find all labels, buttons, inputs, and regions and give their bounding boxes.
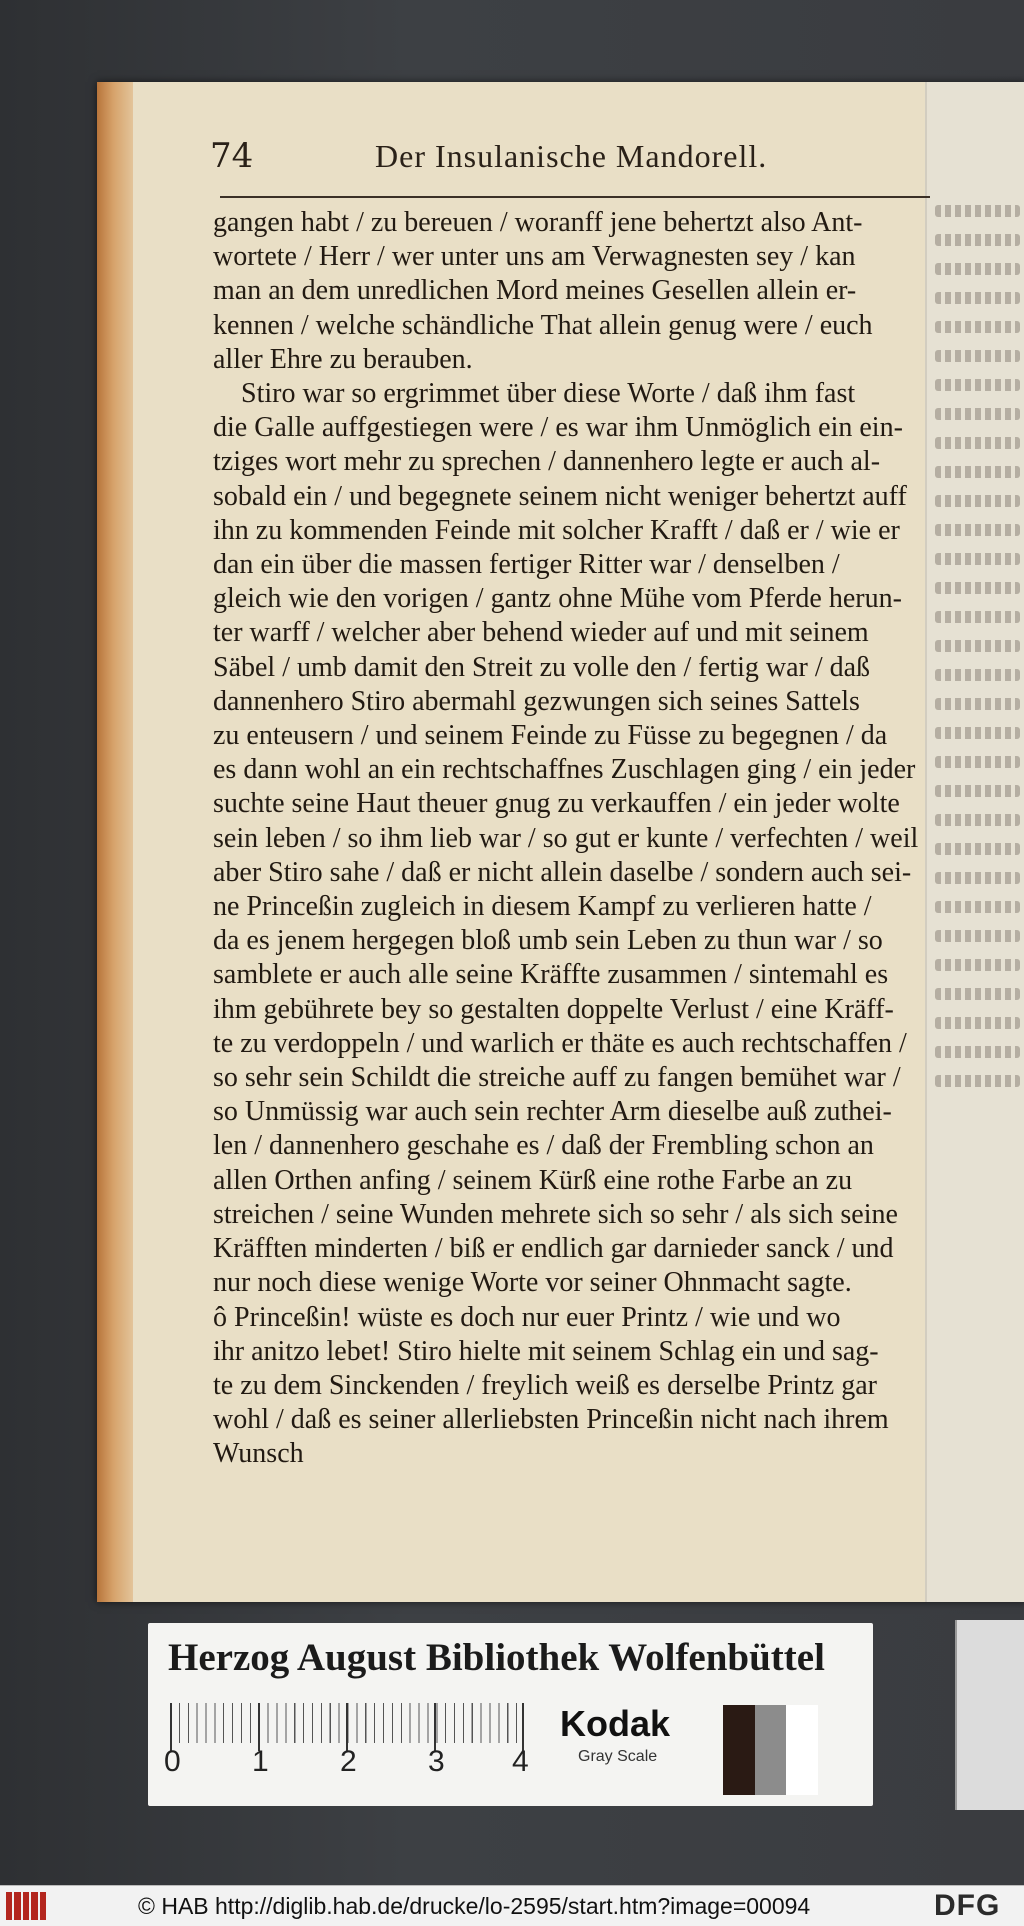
ruler-major-tick [258,1703,260,1751]
text-line: tziges wort mehr zu sprechen / dannenhero legte er auch al- [213,446,881,478]
text-line: es dann wohl an ein rechtschaffnes Zuschlagen ging / ein jeder [213,754,916,786]
text-line: Säbel / umb damit den Streit zu volle den / fertig war / daß [213,651,871,683]
scale-number: 4 [512,1745,529,1778]
text-line: dan ein über die massen fertiger Ritter war / denselben / [213,549,840,581]
text-line: ihn zu kommenden Feinde mit solcher Krafft / daß er / wie er [213,514,900,546]
body-text [213,206,920,1472]
dfg-logo: DFG [934,1889,1001,1922]
page-number: 74 [210,136,254,176]
text-line: streichen / seine Wunden mehrete sich so sehr / als sich seine [213,1198,898,1230]
adjacent-target-card [955,1620,1024,1810]
gray-swatch [755,1705,787,1795]
text-line: ter warff / welcher aber behend wieder auf und mit seinem [213,617,869,649]
text-line: aller Ehre zu berauben. [213,343,473,375]
text-line: aber Stiro sahe / daß er nicht allein daselbe / sondern auch sei- [213,856,912,888]
bleed-through-text [935,205,1020,1104]
page-header [210,136,930,180]
ruler-major-tick [434,1703,436,1751]
text-line: sein leben / so ihm lieb war / so gut er kunte / verfechten / weil [213,822,919,854]
text-line: kennen / welche schändliche That allein genug were / euch [213,309,873,341]
text-line: samblete er auch alle seine Kräffte zusammen / sintemahl es [213,959,889,991]
scale-number: 3 [428,1745,445,1778]
header-rule [220,196,930,198]
gray-scale-swatches [723,1705,818,1795]
text-line: te zu verdoppeln / und warlich er thäte es auch rechtschaffen / [213,1027,907,1059]
digital-library-logo-icon [6,1892,46,1920]
text-line: ihm gebührete bey so gestalten doppelte Verlust / eine Kräff- [213,993,894,1025]
scale-number: 0 [164,1745,181,1778]
scale-number: 2 [340,1745,357,1778]
ruler-major-tick [346,1703,348,1751]
library-name: Herzog August Bibliothek Wolfenbüttel [168,1636,825,1679]
text-line: wohl / daß es seiner allerliebsten Princeßin nicht nach ihrem [213,1404,889,1436]
text-line: ô Princeßin! wüste es doch nur euer Printz / wie und wo [213,1301,841,1333]
text-line: dannenhero Stiro abermahl gezwungen sich seines Sattels [213,685,860,717]
text-line: wortete / Herr / wer unter uns am Verwagnesten sey / kan [213,241,856,273]
ruler-major-tick [170,1703,172,1751]
text-line: die Galle auffgestiegen were / es war ihm Unmöglich ein ein- [213,412,903,444]
gray-scale-label: Gray Scale [578,1748,658,1765]
page-edge [97,82,133,1602]
ruler-major-tick [522,1703,524,1751]
text-line: len / dannenhero geschahe es / daß der Frembling schon an [213,1130,874,1162]
scale-ruler [164,1703,529,1778]
text-line: man an dem unredlichen Mord meines Gesellen allein er- [213,275,857,307]
copyright-url[interactable]: © HAB http://diglib.hab.de/drucke/lo-2595/start.htm?image=00094 [138,1893,811,1919]
text-line: so Unmüssig war auch sein rechter Arm dieselbe auß zuthei- [213,1096,892,1128]
gray-swatch [723,1705,755,1795]
text-line: zu enteusern / und seinem Feinde zu Füsse zu begegnen / da [213,720,888,752]
running-title: Der Insulanische Mandorell. [375,138,768,174]
library-target-card [148,1623,873,1806]
catchword: Wunsch [213,1438,304,1470]
footer-bar [0,1885,1024,1926]
text-line: allen Orthen anfing / seinem Kürß eine rothe Farbe an zu [213,1164,853,1196]
text-line: sobald ein / und begegnete seinem nicht weniger behertzt auff [213,480,907,512]
gray-swatch [786,1705,818,1795]
text-line: te zu dem Sinckenden / freylich weiß es derselbe Printz gar [213,1369,877,1401]
text-line: Kräfften minderten / biß er endlich gar darnieder sanck / und [213,1233,894,1265]
text-line: Stiro war so ergrimmet über diese Worte / daß ihm fast [241,378,856,410]
scale-number: 1 [252,1745,269,1778]
text-line: da es jenem hergegen bloß umb sein Leben zu thun war / so [213,925,883,957]
text-line: nur noch diese wenige Worte vor seiner Ohnmacht sagte. [213,1267,852,1299]
kodak-logo: Kodak [560,1703,671,1744]
text-line: suchte seine Haut theuer gnug zu verkauffen / ein jeder wolte [213,788,900,820]
text-line: gleich wie den vorigen / gantz ohne Mühe vom Pferde herun- [213,583,902,615]
text-line: so sehr sein Schildt die streiche auff zu fangen bemühet war / [213,1062,901,1094]
text-line: gangen habt / zu bereuen / woranff jene behertzt also Ant- [213,207,863,238]
text-line: ihr anitzo lebet! Stiro hielte mit seinem Schlag ein und sag- [213,1335,879,1367]
text-line: ne Princeßin zugleich in diesem Kampf zu verlieren hatte / [213,891,872,923]
